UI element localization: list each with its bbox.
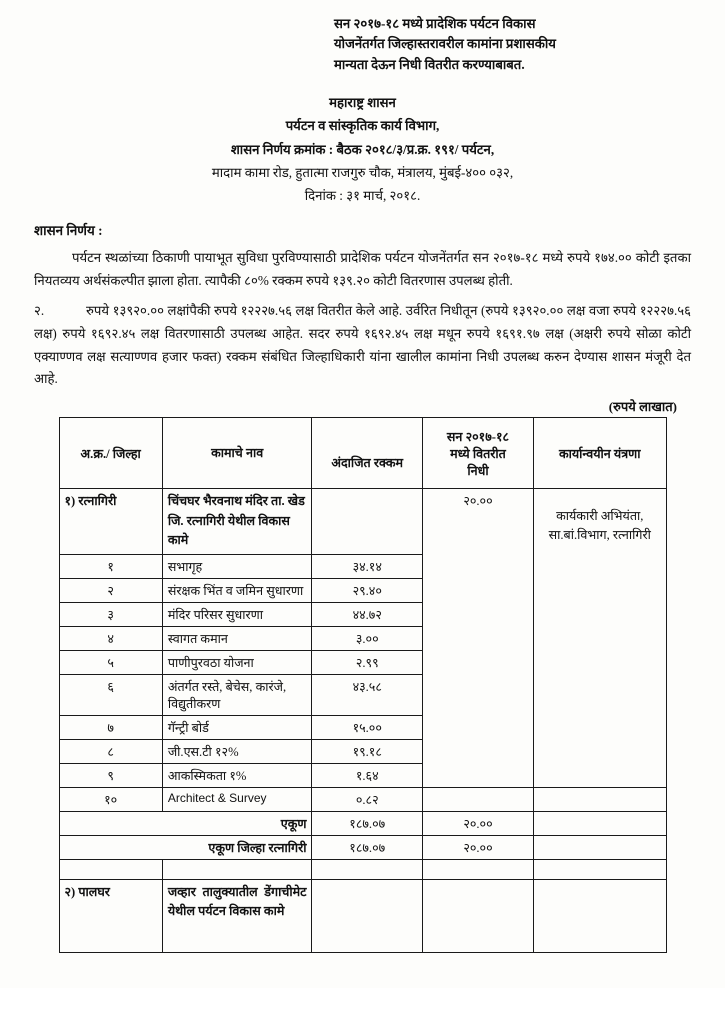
district-total-label: एकूण जिल्हा रत्नागिरी (59, 835, 312, 859)
cell-amount: १५.०० (312, 715, 423, 739)
cell-district-name: १) रत्नागिरी (59, 489, 162, 555)
cell-amount: १९.१८ (312, 739, 423, 763)
spacer-cell (162, 859, 312, 879)
subject-block (334, 14, 691, 75)
cell-srno: १ (59, 554, 162, 578)
cell-work: पाणीपुरवठा योजना (162, 650, 312, 674)
col-header-fund (422, 418, 533, 489)
cell-work: गॅन्ट्री बोर्ड (162, 715, 312, 739)
amount-unit-note: (रुपये लाखात) (608, 399, 677, 415)
cell-srno: ३ (59, 602, 162, 626)
col-header-srno: अ.क्र./ जिल्हा (59, 418, 162, 489)
col-header-work-label: कामाचे नाव (211, 445, 264, 460)
cell-amount: ४४.७२ (312, 602, 423, 626)
subject-line-3: मान्यता देऊन निधी वितरीत करण्याबाबत. (334, 56, 525, 72)
subject-line-1: सन २०१७-१८ मध्ये प्रादेशिक पर्यटन विकास (334, 16, 536, 31)
cell-srno: १० (59, 787, 162, 811)
page-bottom-margin (0, 988, 725, 1024)
gr-number: शासन निर्णय क्रमांक : बैठक २०१८/३/प्र.क्र. १९१/ पर्यटन, (230, 141, 495, 157)
paragraph-2-text: रुपये १३९२०.०० लक्षांपैकी रुपये १२२२७.५६ लक्ष वितरीत केले आहे. उर्वरित निधीतून (रुपये १३९२०.०० लक्ष वजा रुपये १२२२७.५६ लक्ष) रुपये १६९२.४५ लक्ष वितरणासाठी उपलब्ध आहेत. सदर रुपये १६९२.४५ लक्ष मधून रुपये १६९१.९७ लक्ष (अक्षरी रुपये सोळा कोटी एक्याण्णव लक्ष सत्याण्णव हजार फक्त) रक्कम संबंधित जिल्हाधिकारी यांना खालील कामांना निधी उपलब्ध करुन देण्यास शासन मंजूरी देत आहे. (34, 303, 691, 387)
cell-srno: ८ (59, 739, 162, 763)
cell-work: आकस्मिकता १% (162, 763, 312, 787)
cell-district-work: चिंचघर भैरवनाथ मंदिर ता. खेड जि. रत्नागिरी येथील विकास कामे (162, 489, 312, 555)
col-header-fund-line3: निधी (467, 463, 489, 478)
cell-amount: २.९९ (312, 650, 423, 674)
cell-next-district-name: २) पालघर (59, 879, 162, 952)
table-row (59, 787, 666, 811)
cell-amount: ३४.१४ (312, 554, 423, 578)
cell-fund-merged: २०.०० (422, 489, 533, 788)
table-row (59, 879, 666, 952)
district-total-fund: २०.०० (422, 835, 533, 859)
paragraph-1-text: पर्यटन स्थळांच्या ठिकाणी पायाभूत सुविधा पुरविण्यासाठी प्रादेशिक पर्यटन योजनेंतर्गत सन २०१७-१८ मध्ये रुपये १७४.०० कोटी इतका नियतव्यय अर्थसंकल्पीत झाला होता. त्यापैकी ८०% रक्कम रुपये १३९.२० कोटी वितरणास उपलब्ध होती. (34, 249, 691, 288)
district-total-amount: १८७.०७ (312, 835, 423, 859)
gr-label: शासन निर्णय : (34, 222, 103, 238)
address-line: मादाम कामा रोड, हुतात्मा राजगुरु चौक, मंत्रालय, मुंबई-४०० ०३२, (211, 164, 514, 180)
cell-fund (422, 787, 533, 811)
cell-amount: ३.०० (312, 626, 423, 650)
subject-line-2: योजनेंतर्गत जिल्हास्तरावरील कामांना प्रशासकीय (334, 36, 556, 52)
cell-work: स्वागत कमान (162, 626, 312, 650)
col-header-fund-line1: सन २०१७-१८ (446, 429, 510, 444)
cell-amount: ४३.५८ (312, 674, 423, 715)
cell-amount: २९.४० (312, 578, 423, 602)
table-header-row (59, 418, 666, 489)
col-header-agency: कार्यान्वयीन यंत्रणा (534, 418, 667, 489)
cell-amount: १.६४ (312, 763, 423, 787)
paragraph-2-number: २. (34, 303, 45, 319)
cell-work: अंतर्गत रस्ते, बेचेस, कारंजे, विद्युतीकरण (162, 674, 312, 715)
total-amount: १८७.०७ (312, 811, 423, 835)
col-header-fund-line2: मध्ये वितरीत (450, 446, 506, 461)
works-table (59, 417, 667, 953)
gov-name: महाराष्ट्र शासन (329, 95, 396, 111)
total-agency (534, 811, 667, 835)
total-fund: २०.०० (422, 811, 533, 835)
cell-agency (534, 787, 667, 811)
cell-srno: ९ (59, 763, 162, 787)
paragraph-2 (34, 300, 691, 391)
cell-work: मंदिर परिसर सुधारणा (162, 602, 312, 626)
cell-srno: २ (59, 578, 162, 602)
cell-srno: ४ (59, 626, 162, 650)
cell-next-district-amount (312, 879, 423, 952)
department-name: पर्यटन व सांस्कृतिक कार्य विभाग, (285, 118, 440, 134)
table-total-row (59, 811, 666, 835)
paragraph-1 (34, 247, 691, 292)
district-total-agency (534, 835, 667, 859)
cell-work: Architect & Survey (162, 787, 312, 811)
spacer-cell (422, 859, 533, 879)
cell-work: जी.एस.टी १२% (162, 739, 312, 763)
table-spacer-row (59, 859, 666, 879)
cell-work: संरक्षक भिंत व जमिन सुधारणा (162, 578, 312, 602)
government-header (34, 91, 691, 206)
cell-next-district-work: जव्हार तालुक्यातील डेंगाचीमेट येथील पर्यटन विकास कामे (162, 879, 312, 952)
cell-srno: ६ (59, 674, 162, 715)
col-header-amount (312, 418, 423, 489)
cell-amount: ०.८२ (312, 787, 423, 811)
cell-srno: ५ (59, 650, 162, 674)
col-header-work (162, 418, 312, 489)
cell-next-district-agency (534, 879, 667, 952)
cell-agency-merged: कार्यकारी अभियंता, सा.बां.विभाग, रत्नागिरी (534, 489, 667, 788)
cell-next-district-fund (422, 879, 533, 952)
spacer-cell (534, 859, 667, 879)
cell-srno: ७ (59, 715, 162, 739)
spacer-cell (312, 859, 423, 879)
date-line: दिनांक : ३१ मार्च, २०१८. (304, 187, 421, 203)
table-row (59, 489, 666, 555)
cell-district-amount (312, 489, 423, 555)
total-label: एकूण (59, 811, 312, 835)
table-district-total-row (59, 835, 666, 859)
col-header-amount-label: अंदाजित रक्कम (331, 455, 404, 470)
cell-work: सभागृह (162, 554, 312, 578)
spacer-cell (59, 859, 162, 879)
